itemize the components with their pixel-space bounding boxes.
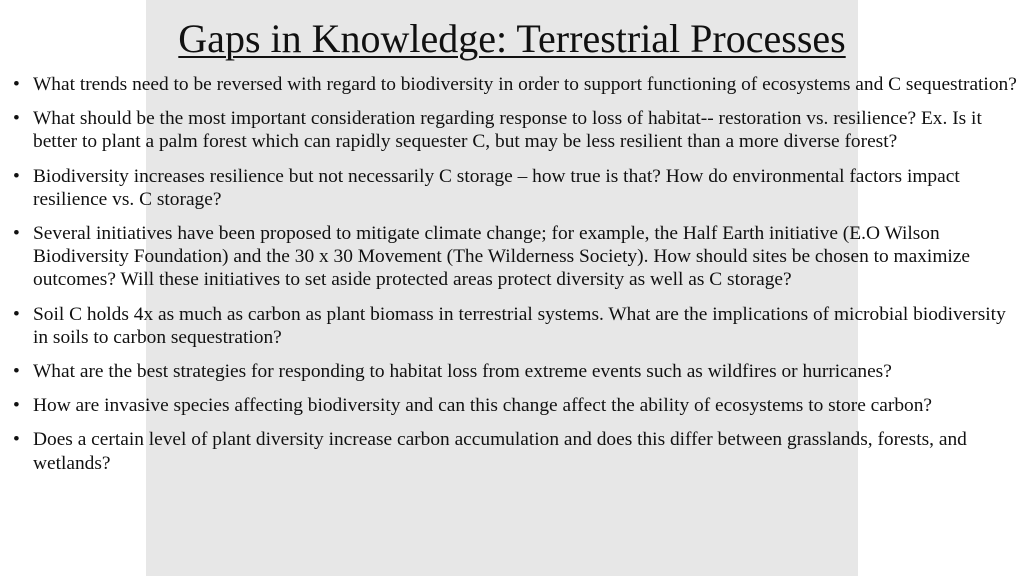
bullet-icon: • — [13, 74, 20, 95]
bullet-icon: • — [13, 395, 20, 417]
bullet-item — [10, 73, 1022, 96]
bullet-item — [10, 303, 1022, 349]
bullet-item — [10, 222, 1022, 292]
bullet-icon: • — [13, 223, 20, 245]
bullet-list — [10, 73, 1022, 486]
slide-title: Gaps in Knowledge: Terrestrial Processes — [178, 16, 846, 61]
bullet-icon: • — [13, 303, 20, 325]
bullet-text: Biodiversity increases resilience but not necessarily C storage – how true is that? How do environmental factors impact resilience vs. C storage? — [33, 165, 960, 210]
bullet-item — [10, 428, 1022, 474]
bullet-text: Soil C holds 4x as much as carbon as plant biomass in terrestrial systems. What are the implications of microbial biodiversity in soils to carbon sequestration? — [33, 303, 1006, 348]
bullet-text: What should be the most important consideration regarding response to loss of habitat-- restoration vs. resilience? Ex. Is it better to plant a palm forest which can rapidly sequester C, but may be less resilient than a more diverse forest? — [33, 108, 982, 153]
bullet-item — [10, 360, 1022, 383]
bullet-item — [10, 107, 1022, 153]
bullet-text: Does a certain level of plant diversity increase carbon accumulation and does this differ between grasslands, forests, and wetlands? — [33, 429, 967, 474]
bullet-icon: • — [13, 361, 20, 383]
bullet-text: What are the best strategies for responding to habitat loss from extreme events such as wildfires or hurricanes? — [33, 361, 892, 383]
bullet-icon: • — [13, 108, 20, 130]
bullet-icon: • — [13, 165, 20, 187]
bullet-item — [10, 165, 1022, 211]
bullet-icon: • — [13, 429, 20, 451]
bullet-text: What trends need to be reversed with regard to biodiversity in order to support functioning of ecosystems and C sequestration? — [33, 74, 1017, 95]
bullet-text: Several initiatives have been proposed to mitigate climate change; for example, the Half Earth initiative (E.O Wilson Biodiversity Foundation) and the 30 x 30 Movement (The Wilderness Society). How should sites be chosen to maximize outcomes? Will these initiatives to set aside protected areas protect diversity as well as C storage? — [33, 223, 970, 291]
bullet-text: How are invasive species affecting biodiversity and can this change affect the ability of ecosystems to store carbon? — [33, 395, 933, 417]
bullet-item — [10, 394, 1022, 417]
